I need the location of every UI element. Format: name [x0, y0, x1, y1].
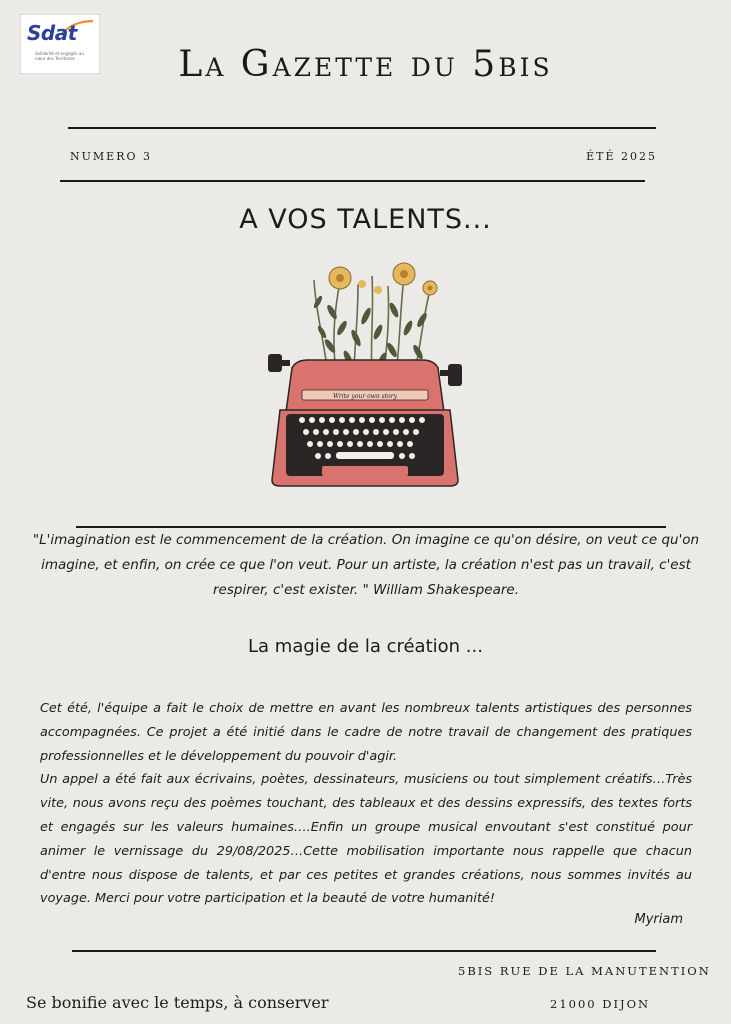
footer-slogan: Se bonifie avec le temps, à conserver [26, 993, 329, 1012]
logo-name: Sdat [27, 21, 77, 45]
issue-number: NUMERO 3 [70, 150, 152, 163]
footer-address: 5BIS RUE DE LA MANUTENTION [458, 964, 711, 978]
typewriter-icon [268, 354, 462, 486]
flower-blooms [329, 263, 437, 295]
article-signature: Myriam [634, 912, 683, 927]
flower-leaves [312, 295, 428, 369]
footer-rule [72, 950, 656, 952]
article-paragraph-1: Cet été, l'équipe a fait le choix de mettre en avant les nombreux talents artistiques des personnes accompagnées. Ce projet a été initié dans le cadre de notre travail de changement des pratiques professionnelles et le développement du pouvoir d'agir. [40, 701, 692, 764]
shakespeare-quote: "L'imagination est le commencement de la création. On imagine ce qu'on désire, on veut ce qu'on imagine, et enfin, on crée ce que l'on veut. Pour un artiste, la création n'est pas un travail, c'est respirer, c'est exister. " William Shakespeare. [32, 532, 700, 598]
issue-season: ÉTÉ 2025 [586, 150, 657, 163]
footer-city: 21000 DIJON [550, 997, 651, 1011]
section-title: La magie de la création ... [248, 636, 483, 657]
typewriter-caption: Write your own story [332, 393, 398, 400]
typewriter-flowers-illustration [262, 262, 468, 490]
article-body [40, 697, 692, 911]
headline: A VOS TALENTS... [239, 204, 492, 235]
masthead-rule-bottom [60, 180, 645, 182]
masthead-title: La Gazette du 5bis [178, 44, 553, 85]
article-paragraph-2: Un appel a été fait aux écrivains, poètes, dessinateurs, musiciens ou tout simplement créatifs…Très vite, nous avons reçu des poèmes touchant, des tableaux et des dessins expressifs, des textes forts et engagés sur les valeurs humaines….Enfin un groupe musical envoutant s'est constitué pour animer le vernissage du 29/08/2025…Cette mobilisation importante nous rappelle que chacun d'entre nous dispose de talents, et par ces petites et grandes créations, nous sommes invités au voyage. Merci pour votre participation et la beauté de votre humanité! [40, 772, 692, 907]
logo-tagline: Solidarité et engagés au cœur des Territoires [35, 51, 84, 61]
masthead-rule-top [68, 127, 656, 129]
